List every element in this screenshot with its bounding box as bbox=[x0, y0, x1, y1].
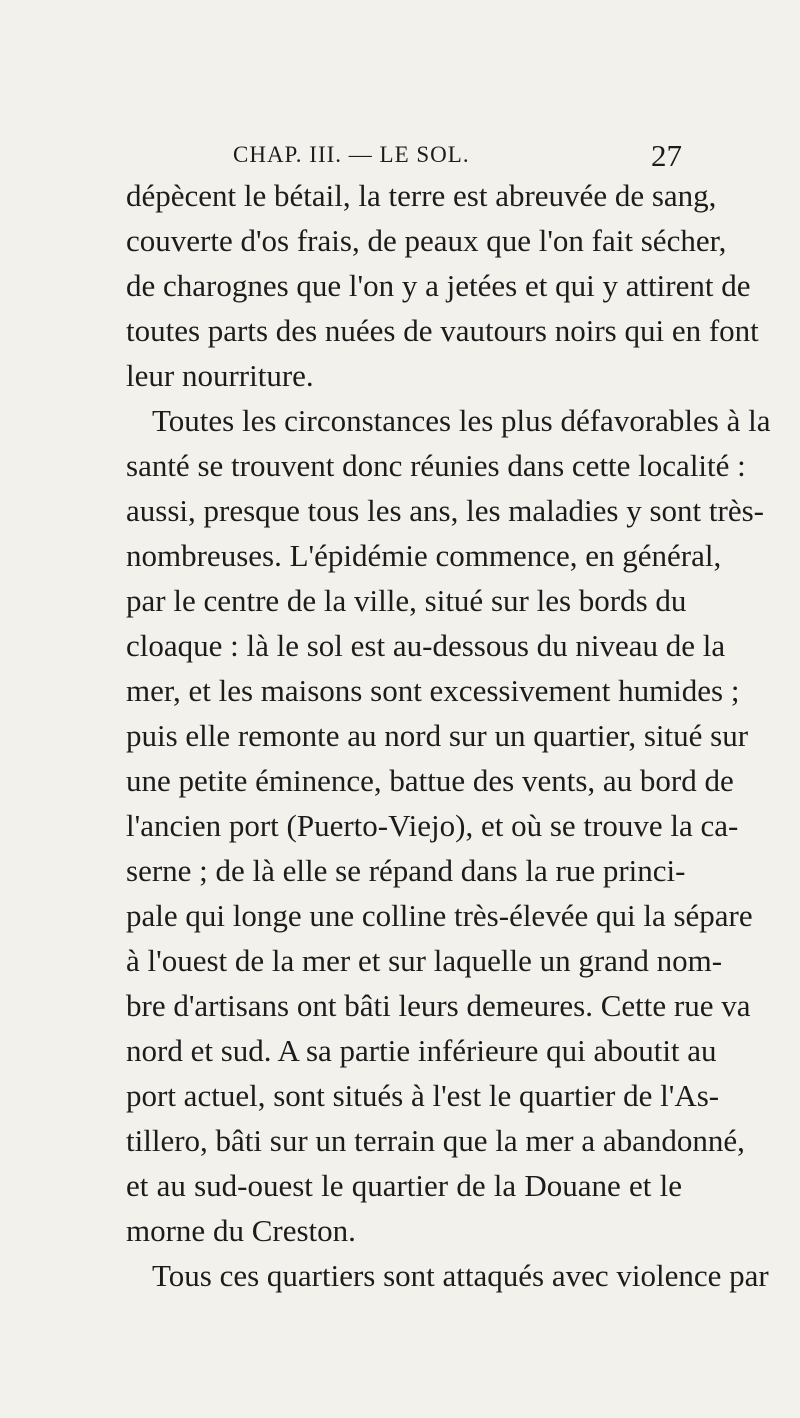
text-line: par le centre de la ville, situé sur les bords du bbox=[126, 583, 687, 618]
text-line: couverte d'os frais, de peaux que l'on fait sécher, bbox=[126, 223, 727, 258]
running-head bbox=[126, 138, 682, 178]
text-line: serne ; de là elle se répand dans la rue princi- bbox=[126, 853, 686, 888]
text-line: tillero, bâti sur un terrain que la mer a abandonné, bbox=[126, 1123, 745, 1158]
text-line: Tous ces quartiers sont attaqués avec violence par bbox=[152, 1258, 769, 1293]
text-line: leur nourriture. bbox=[126, 358, 314, 393]
text-line: nord et sud. A sa partie inférieure qui aboutit au bbox=[126, 1033, 717, 1068]
text-line: bre d'artisans ont bâti leurs demeures. Cette rue va bbox=[126, 988, 751, 1023]
text-line: nombreuses. L'épidémie commence, en général, bbox=[126, 538, 722, 573]
text-line: puis elle remonte au nord sur un quartier, situé sur bbox=[126, 718, 749, 753]
text-line: toutes parts des nuées de vautours noirs qui en font bbox=[126, 313, 759, 348]
text-line: pale qui longe une colline très-élevée qui la sépare bbox=[126, 898, 753, 933]
text-line: et au sud-ouest le quartier de la Douane et le bbox=[126, 1168, 682, 1203]
text-line: l'ancien port (Puerto-Viejo), et où se trouve la ca- bbox=[126, 808, 739, 843]
text-line: santé se trouvent donc réunies dans cette localité : bbox=[126, 448, 746, 483]
running-title: CHAP. III. — LE SOL. bbox=[233, 142, 470, 167]
text-line: Toutes les circonstances les plus défavorables à la bbox=[152, 403, 771, 438]
text-line: dépècent le bétail, la terre est abreuvée de sang, bbox=[126, 178, 717, 213]
text-line: mer, et les maisons sont excessivement humides ; bbox=[126, 673, 740, 708]
text-line: morne du Creston. bbox=[126, 1213, 356, 1248]
text-line: port actuel, sont situés à l'est le quartier de l'As- bbox=[126, 1078, 720, 1113]
text-line: aussi, presque tous les ans, les maladies y sont très- bbox=[126, 493, 764, 528]
page-number: 27 bbox=[651, 138, 682, 173]
text-line: de charognes que l'on y a jetées et qui y attirent de bbox=[126, 268, 751, 303]
text-line: à l'ouest de la mer et sur laquelle un grand nom- bbox=[126, 943, 723, 978]
text-line: cloaque : là le sol est au-dessous du niveau de la bbox=[126, 628, 726, 663]
text-line: une petite éminence, battue des vents, au bord de bbox=[126, 763, 734, 798]
body-text bbox=[126, 173, 771, 1298]
